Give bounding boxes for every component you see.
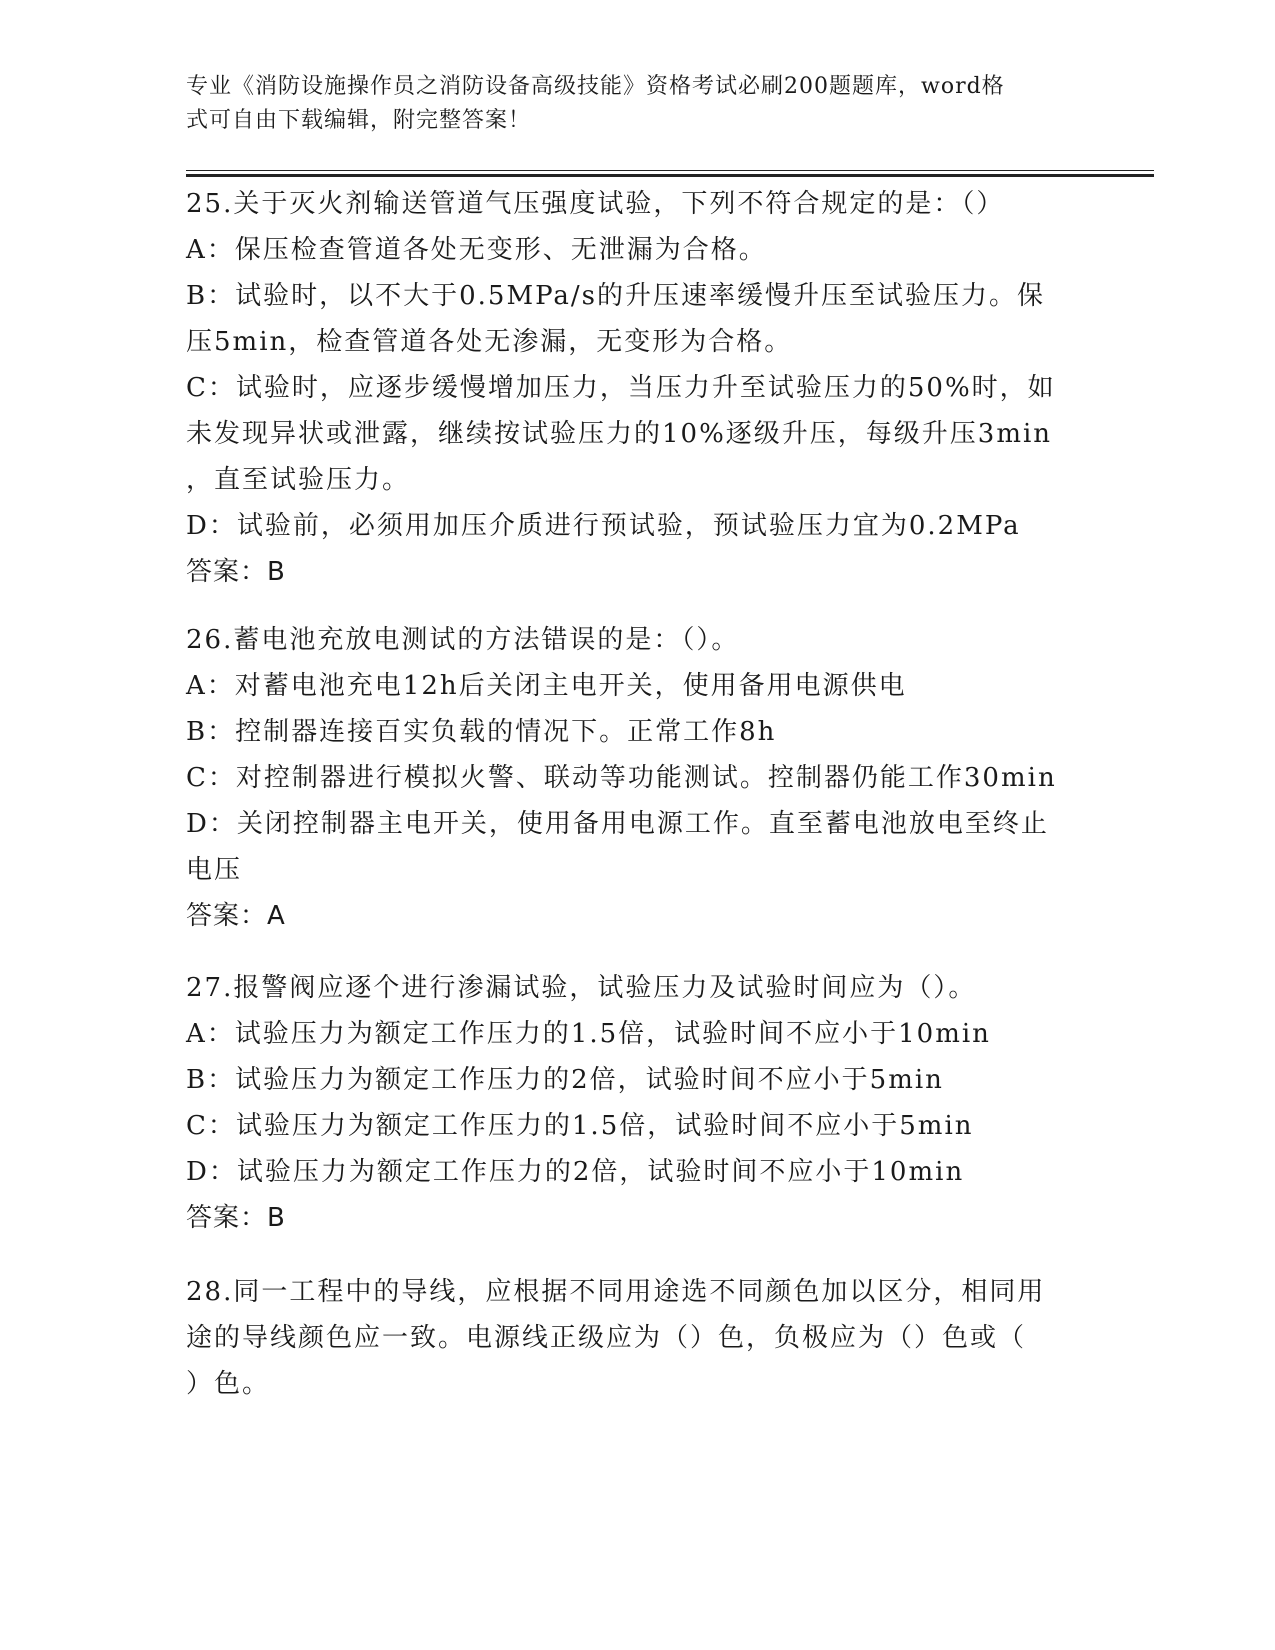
question-26-option-c: C：对控制器进行模拟火警、联动等功能测试。控制器仍能工作30min	[186, 763, 1057, 793]
question-26-answer: 答案：A	[186, 901, 286, 931]
question-25-option-c-cont: 未发现异状或泄露，继续按试验压力的10%逐级升压，每级升压3min	[186, 419, 1053, 449]
question-28	[186, 1269, 1086, 1407]
question-27-option-a: A：试验压力为额定工作压力的1.5倍，试验时间不应小于10min	[186, 1019, 991, 1049]
question-25-option-a: A：保压检查管道各处无变形、无泄漏为合格。	[186, 235, 767, 265]
question-26-option-d-cont: 电压	[186, 855, 243, 885]
question-25-option-b: B：试验时，以不大于0.5MPa/s的升压速率缓慢升压至试验压力。保	[186, 281, 1046, 311]
question-27-answer: 答案：B	[186, 1203, 286, 1233]
question-26-option-b: B：控制器连接百实负载的情况下。正常工作8h	[186, 717, 777, 747]
question-28-stem-cont: 途的导线颜色应一致。电源线正级应为（）色，负极应为（）色或（	[186, 1323, 1027, 1353]
question-28-stem-cont-2: ）色。	[186, 1369, 271, 1399]
header-divider-thick	[186, 174, 1154, 177]
question-25-stem: 25.关于灭火剂输送管道气压强度试验，下列不符合规定的是：（）	[186, 189, 1005, 219]
question-27-option-b: B：试验压力为额定工作压力的2倍，试验时间不应小于5min	[186, 1065, 944, 1095]
header-line-1: 专业《消防设施操作员之消防设备高级技能》资格考试必刷200题题库，word格	[186, 74, 1005, 99]
question-28-stem: 28.同一工程中的导线，应根据不同用途选不同颜色加以区分，相同用	[186, 1277, 1046, 1307]
question-25-answer: 答案：B	[186, 557, 286, 587]
question-25-option-d: D：试验前，必须用加压介质进行预试验，预试验压力宜为0.2MPa	[186, 511, 1021, 541]
document-header	[186, 70, 1066, 138]
question-26-stem: 26.蓄电池充放电测试的方法错误的是：（）。	[186, 625, 740, 655]
question-26-option-d: D：关闭控制器主电开关，使用备用电源工作。直至蓄电池放电至终止	[186, 809, 1049, 839]
question-27-option-c: C：试验压力为额定工作压力的1.5倍，试验时间不应小于5min	[186, 1111, 974, 1141]
question-25-option-c-cont-2: ，直至试验压力。	[186, 465, 411, 495]
question-26-option-a: A：对蓄电池充电12h后关闭主电开关，使用备用电源供电	[186, 671, 907, 701]
question-25-option-b-cont: 压5min，检查管道各处无渗漏，无变形为合格。	[186, 327, 793, 357]
question-26	[186, 617, 1086, 939]
header-divider-thin	[186, 170, 1154, 171]
question-27-stem: 27.报警阀应逐个进行渗漏试验，试验压力及试验时间应为（）。	[186, 973, 977, 1003]
question-27-option-d: D：试验压力为额定工作压力的2倍，试验时间不应小于10min	[186, 1157, 965, 1187]
question-27	[186, 965, 1086, 1241]
header-line-2: 式可自由下载编辑，附完整答案！	[186, 108, 532, 133]
question-25	[186, 181, 1086, 595]
question-25-option-c: C：试验时，应逐步缓慢增加压力，当压力升至试验压力的50%时，如	[186, 373, 1056, 403]
